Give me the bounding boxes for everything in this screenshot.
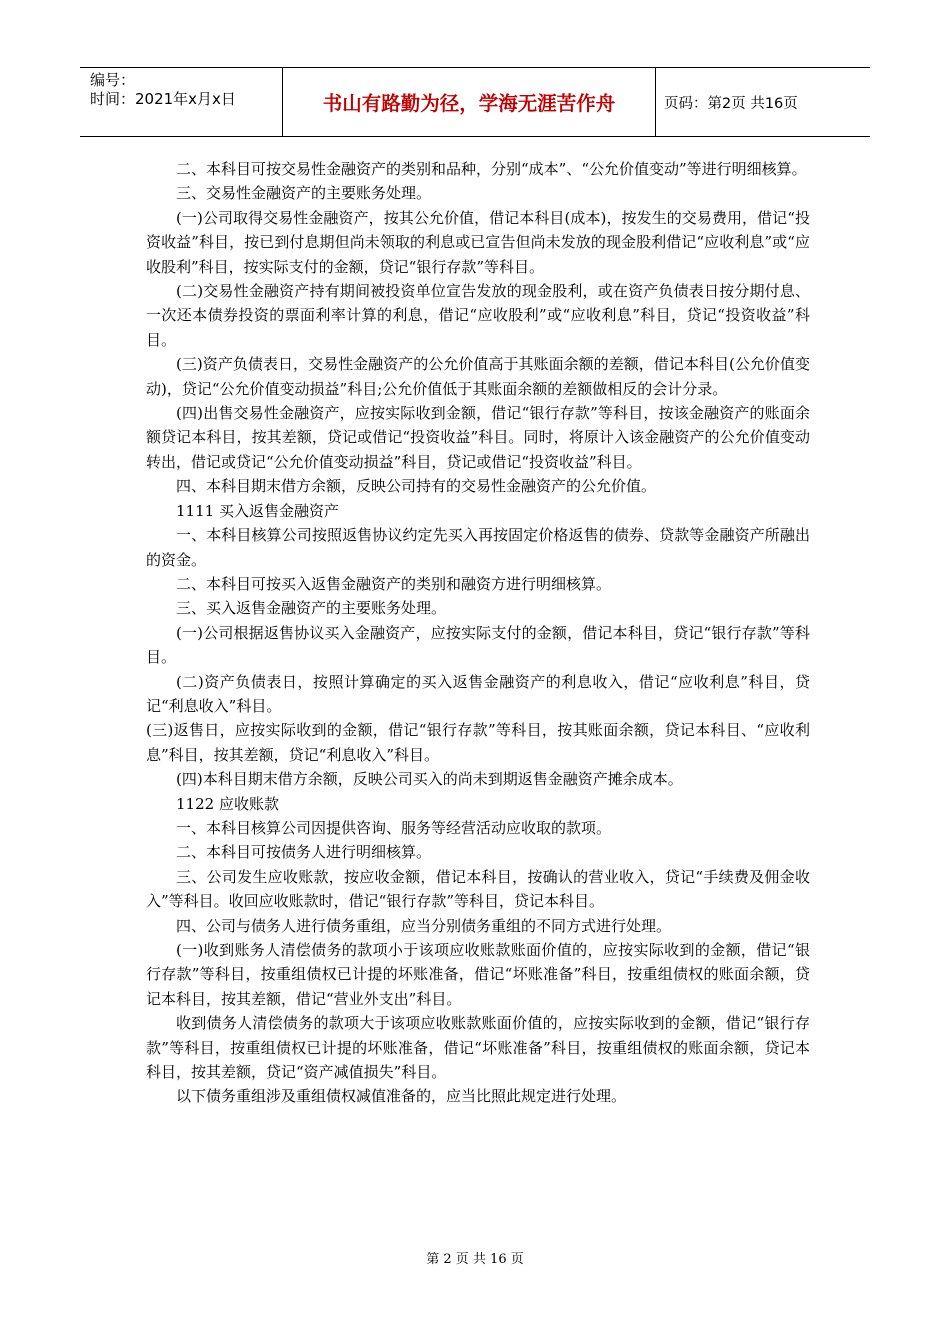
paragraph: 二、本科目可按买入返售金融资产的类别和融资方进行明细核算。 — [176, 574, 612, 593]
paragraph: 四、本科目期末借方余额，反映公司持有的交易性金融资产的公允价值。 — [176, 477, 657, 496]
paragraph: 一、本科目核算公司按照返售协议约定先买入再按固定价格返售的债券、贷款等金融资产所融出的资金。 — [146, 526, 810, 569]
page-header — [80, 67, 870, 137]
section-heading: 1111 买入返售金融资产 — [176, 501, 339, 520]
document-date-label: 时间：2021年x月x日 — [90, 90, 236, 108]
paragraph: (三)资产负债表日，交易性金融资产的公允价值高于其账面余额的差额，借记本科目(公允价值变动)，贷记“公允价值变动损益”科目;公允价值低于其账面余额的差额做相反的会计分录。 — [146, 355, 810, 398]
paragraph: 以下债务重组涉及重组债权减值准备的，应当比照此规定进行处理。 — [176, 1087, 627, 1106]
document-body — [146, 157, 810, 1109]
paragraph: (一)公司根据返售协议买入金融资产，应按实际支付的金额，借记本科目，贷记“银行存款”等科目。 — [146, 623, 810, 667]
page-footer: 第 2 页 共 16 页 — [426, 1252, 524, 1267]
paragraph: 三、公司发生应收账款，按应收金额，借记本科目，按确认的营业收入，贷记“手续费及佣金收入”等科目。收回应收账款时，借记“银行存款”等科目，贷记本科目。 — [146, 867, 810, 911]
paragraph: (四)本科目期末借方余额，反映公司买入的尚未到期返售金融资产摊余成本。 — [176, 770, 683, 789]
paragraph: 三、交易性金融资产的主要账务处理。 — [176, 184, 432, 203]
paragraph: 一、本科目核算公司因提供咨询、服务等经营活动应收取的款项。 — [176, 818, 612, 837]
paragraph: 二、本科目可按债务人进行明细核算。 — [176, 843, 432, 862]
paragraph: 收到债务人清偿债务的款项大于该项应收账款账面价值的，应按实际收到的金额，借记“银行存款”等科目，按重组债权已计提的坏账准备，借记“坏账准备”科目，按重组债权的账面余额，贷记本科目，按其差额，贷记“资产减值损失”科目。 — [146, 1014, 810, 1082]
paragraph: (二)资产负债表日，按照计算确定的买入返售金融资产的利息收入，借记“应收利息”科目，贷记“利息收入”科目。 — [146, 672, 810, 715]
paragraph: (四)出售交易性金融资产，应按实际收到金额，借记“银行存款”等科目，按该金融资产的账面余额贷记本科目，按其差额，贷记或借记“投资收益”科目。同时，将原计入该金融资产的公允价值变动转出，借记或贷记“公允价值变动损益”科目，贷记或借记“投资收益”科目。 — [146, 404, 810, 471]
paragraph: 二、本科目可按交易性金融资产的类别和品种，分别“成本”、“公允价值变动”等进行明细核算。 — [176, 160, 807, 178]
header-meta — [80, 68, 283, 136]
paragraph: 四、公司与债务人进行债务重组，应当分别债务重组的不同方式进行处理。 — [176, 916, 672, 935]
header-page-info: 页码：第2页 共16页 — [664, 95, 798, 112]
section-heading: 1122 应收账款 — [176, 794, 279, 813]
paragraph: 三、买入返售金融资产的主要账务处理。 — [176, 599, 447, 618]
paragraph: (二)交易性金融资产持有期间被投资单位宣告发放的现金股利，或在资产负债表日按分期付息、一次还本债券投资的票面利率计算的利息，借记“应收股利”或“应收利息”科目，贷记“投资收益”科目。 — [146, 282, 810, 349]
document-number-label: 编号： — [90, 71, 136, 89]
paragraph: (一)收到账务人清偿债务的款项小于该项应收账款账面价值的，应按实际收到的金额，借记“银行存款”等科目，按重组债权已计提的坏账准备，借记“坏账准备”科目，按重组债权的账面余额，贷记本科目，按其差额，借记“营业外支出”科目。 — [146, 941, 810, 1008]
paragraph: (一)公司取得交易性金融资产，按其公允价值，借记本科目(成本)，按发生的交易费用，借记“投资收益”科目，按已到付息期但尚未领取的利息或已宣告但尚未发放的现金股利借记“应收利息”或“应收股利”科目，按实际支付的金额，贷记“银行存款”等科目。 — [146, 208, 810, 276]
paragraph: (三)返售日，应按实际收到的金额，借记“银行存款”等科目，按其账面余额，贷记本科目、“应收利息”科目，按其差额，贷记“利息收入”科目。 — [146, 721, 810, 764]
header-motto: 书山有路勤为径，学海无涯苦作舟 — [283, 68, 656, 136]
